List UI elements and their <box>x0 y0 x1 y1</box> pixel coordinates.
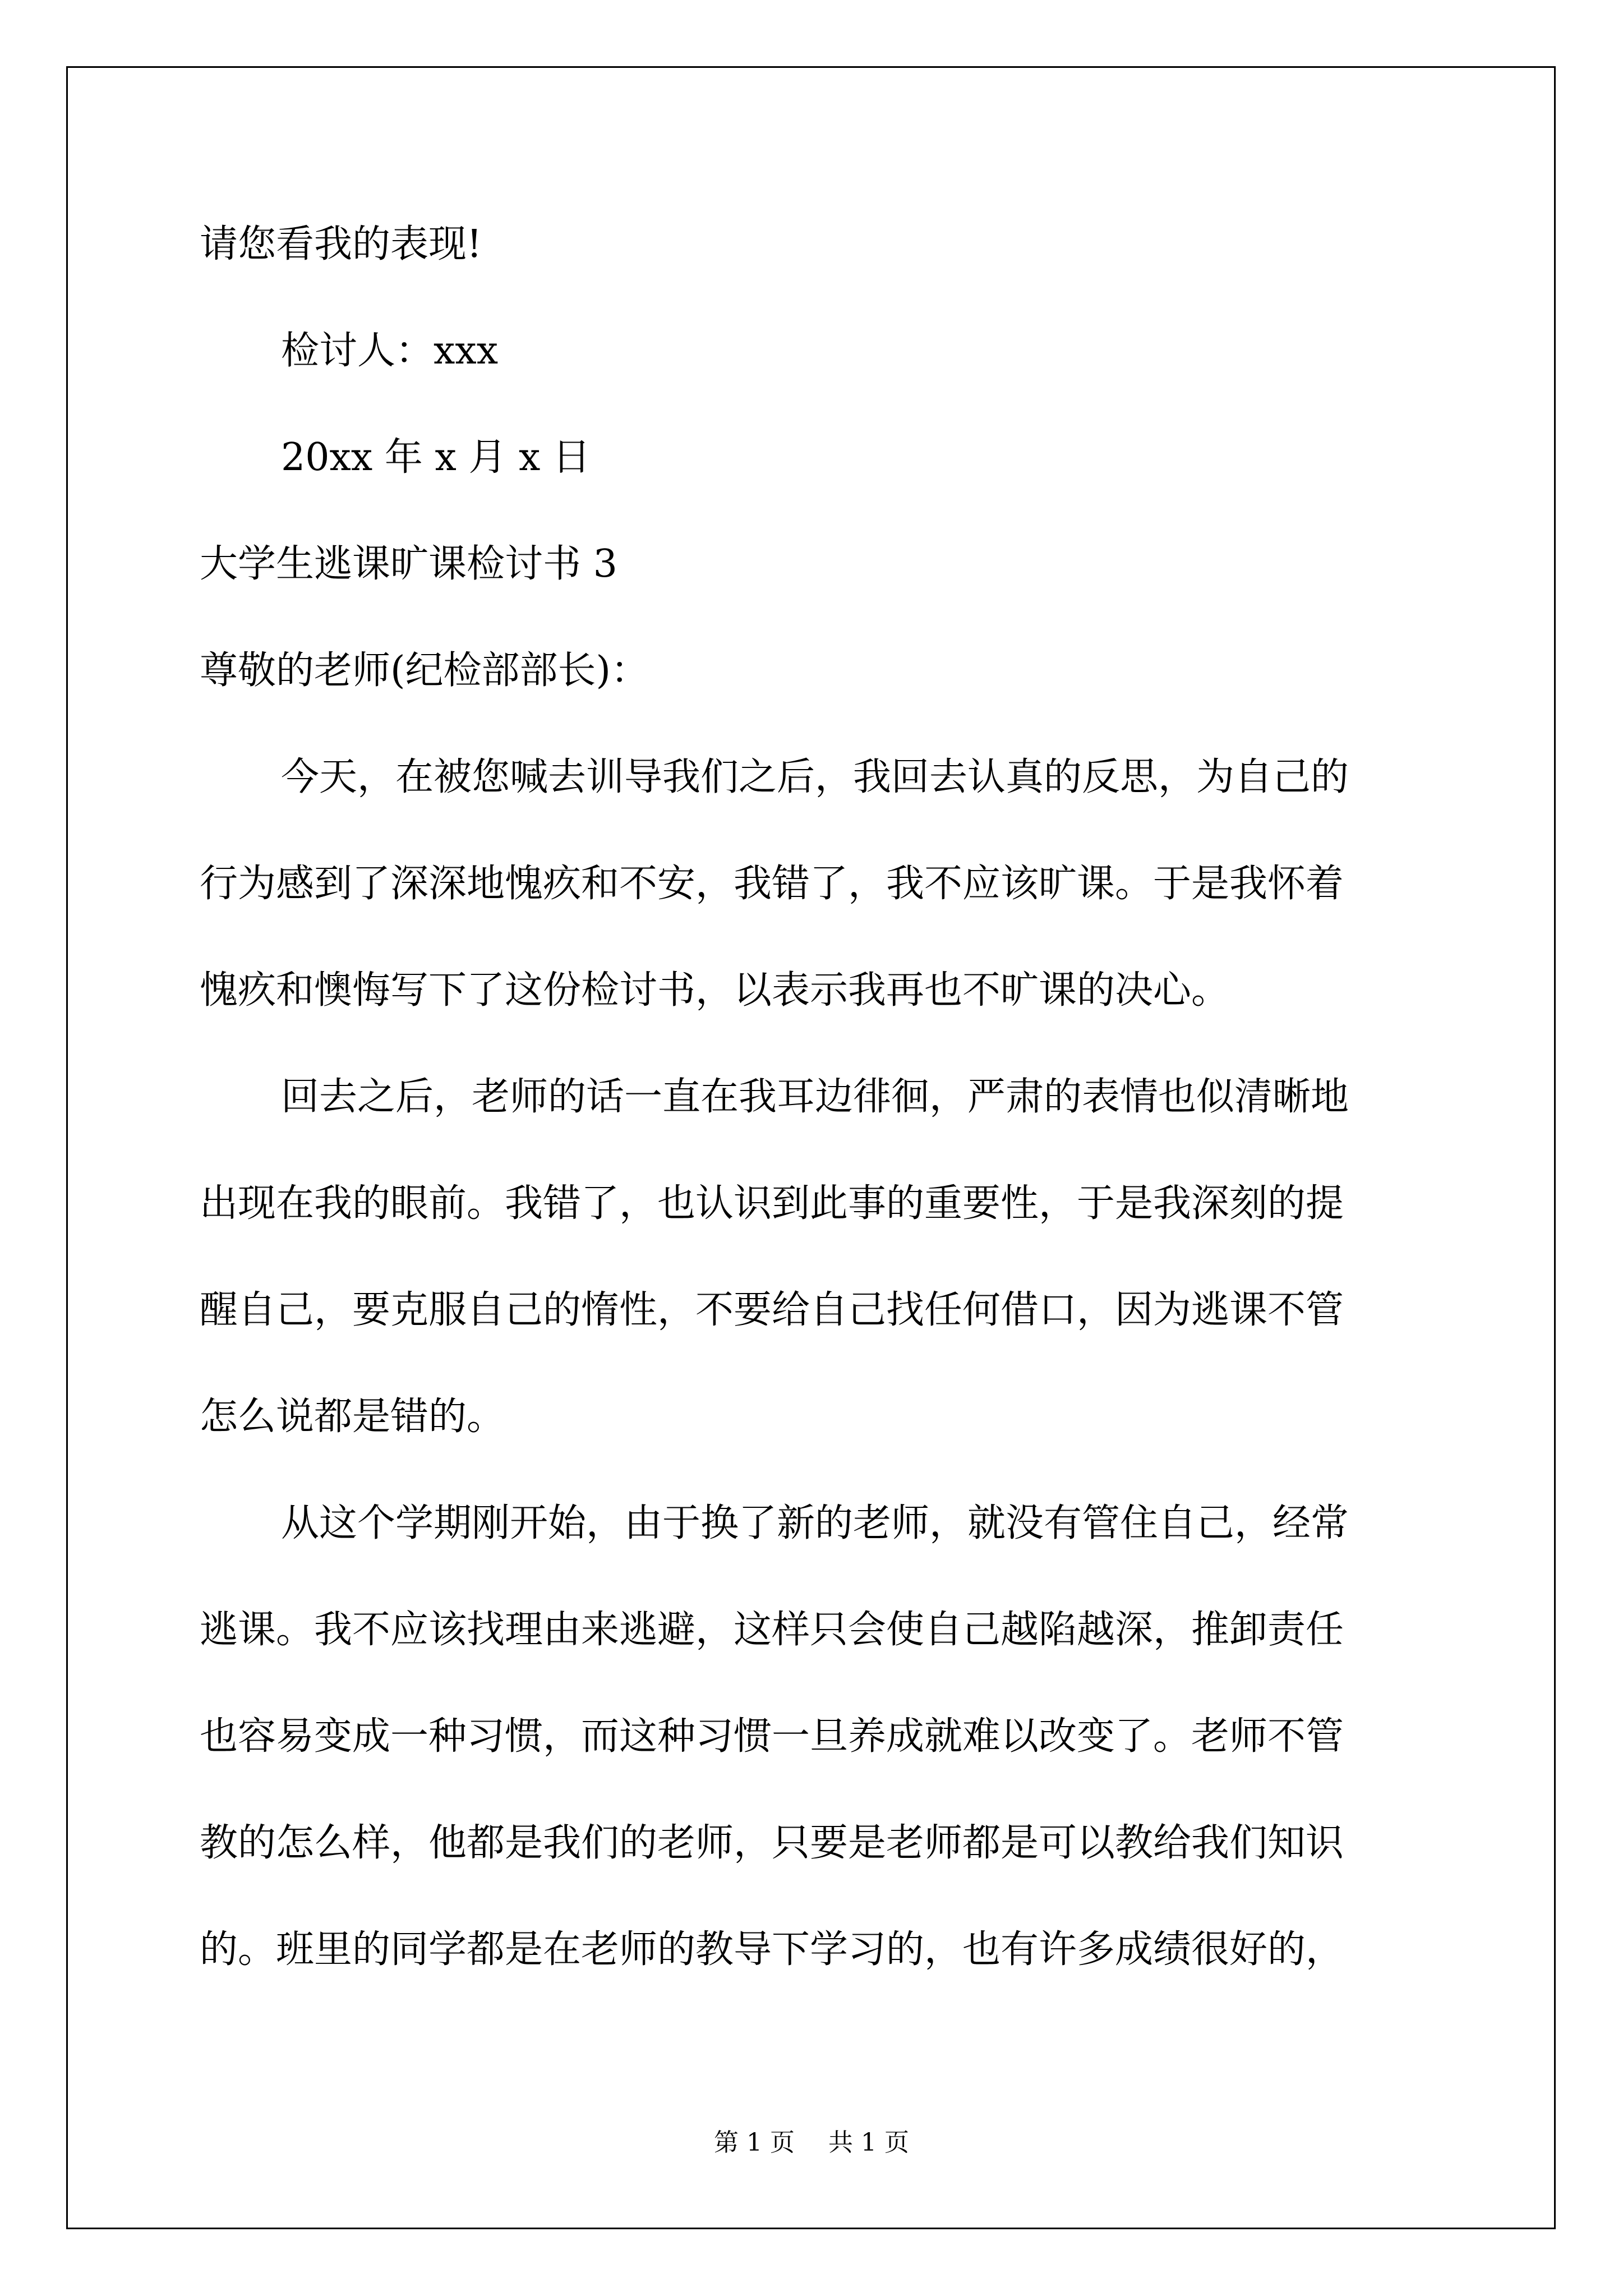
text-line: 逃课。我不应该找理由来逃避，这样只会使自己越陷越深，推卸责任 <box>200 1608 1344 1652</box>
text-line: 行为感到了深深地愧疚和不安，我错了，我不应该旷课。于是我怀着 <box>200 862 1344 906</box>
text-line: 出现在我的眼前。我错了，也认识到此事的重要性，于是我深刻的提 <box>200 1181 1344 1226</box>
text-line: 回去之后，老师的话一直在我耳边徘徊，严肃的表情也似清晰地 <box>281 1075 1349 1119</box>
page-number: 第 1 页 <box>714 2128 795 2157</box>
text-line: 愧疚和懊悔写下了这份检讨书，以表示我再也不旷课的决心。 <box>200 968 1230 1013</box>
text-line: 也容易变成一种习惯，而这种习惯一旦养成就难以改变了。老师不管 <box>200 1714 1344 1759</box>
document-body <box>200 211 1433 2023</box>
text-line: 请您看我的表现! <box>200 222 482 266</box>
text-line: 醒自己，要克服自己的惰性，不要给自己找任何借口，因为逃课不管 <box>200 1288 1344 1332</box>
text-line: 怎么说都是错的。 <box>200 1395 505 1439</box>
page-footer <box>0 2126 1623 2160</box>
text-line: 今天，在被您喊去训导我们之后，我回去认真的反思，为自己的 <box>281 755 1349 799</box>
text-line: 检讨人：xxx <box>281 329 499 373</box>
page-count: 共 1 页 <box>828 2128 909 2157</box>
text-line: 从这个学期刚开始，由于换了新的老师，就没有管住自己，经常 <box>281 1501 1349 1545</box>
section-title: 大学生逃课旷课检讨书 3 <box>200 542 617 586</box>
text-line: 20xx 年 x 月 x 日 <box>281 435 591 480</box>
text-line: 的。班里的同学都是在老师的教导下学习的，也有许多成绩很好的， <box>200 1927 1344 1972</box>
salutation: 尊敬的老师(纪检部部长)： <box>200 648 649 693</box>
text-line: 教的怎么样，他都是我们的老师，只要是老师都是可以教给我们知识 <box>200 1821 1344 1865</box>
